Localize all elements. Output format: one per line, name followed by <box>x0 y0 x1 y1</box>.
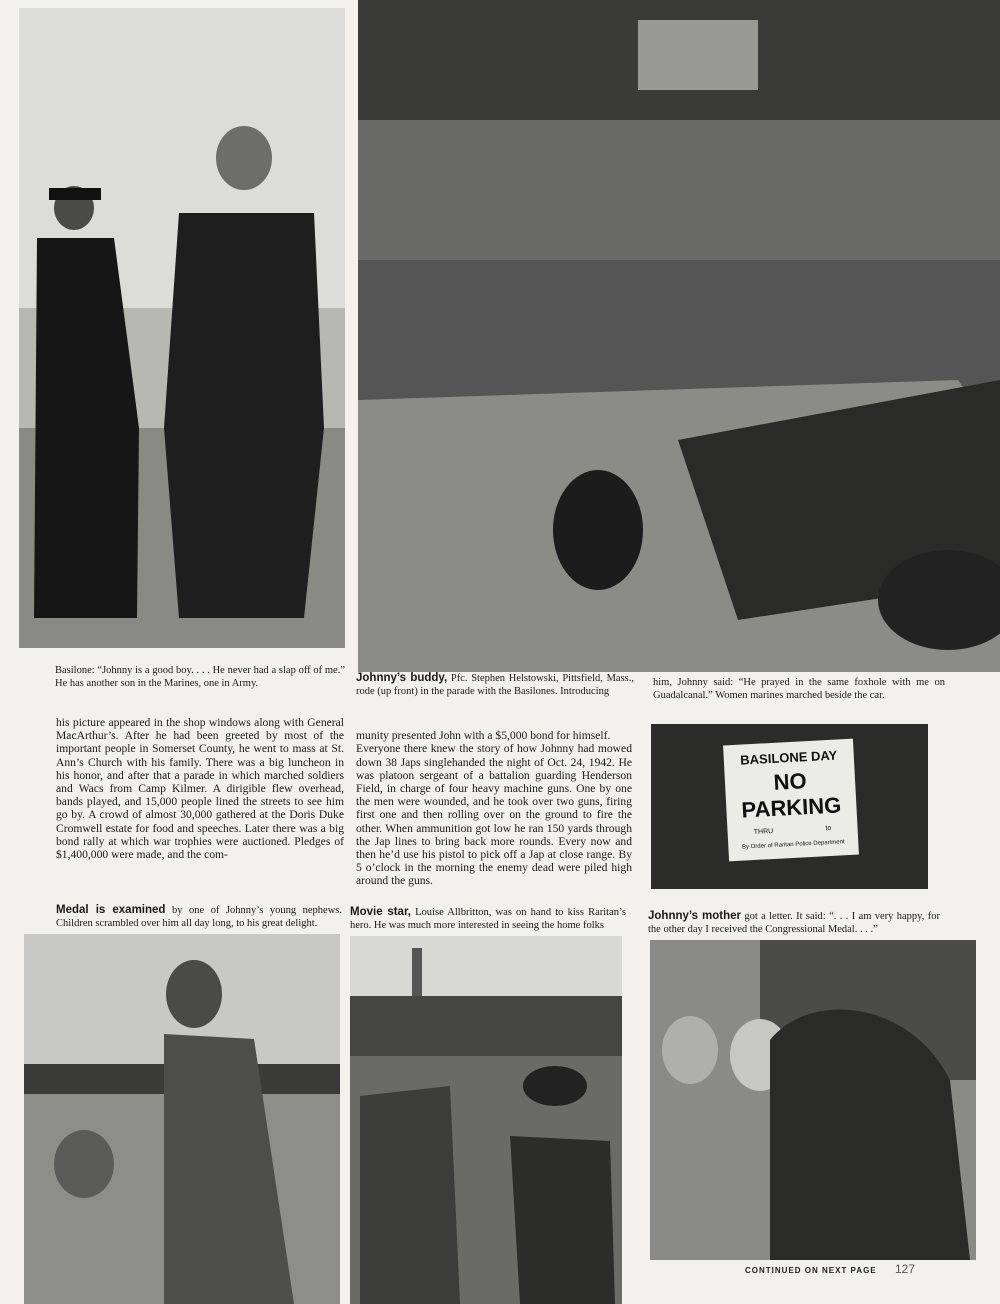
photo-johnny-and-mother <box>650 940 976 1260</box>
continued-on-next-page: CONTINUED ON NEXT PAGE <box>745 1266 877 1275</box>
photo-no-parking-sign <box>651 724 928 889</box>
father-caption-text: Basilone: “Johnny is a good boy. . . . He never had a slap off of me.” He has another son in the Marines, one in Army. <box>55 665 345 689</box>
photo-father-and-priest <box>19 8 345 648</box>
buddy-caption-text: Pfc. Stephen Helstowski, Pittsfield, Mass., rode (up front) in the parade with the Basilones. Introducing <box>356 673 634 697</box>
article-column-2 <box>356 716 632 888</box>
buddy-caption-continued <box>653 676 945 702</box>
mother-caption <box>648 910 940 936</box>
medal-caption <box>56 904 342 930</box>
photo-movie-star <box>350 936 622 1304</box>
buddy-caption-text-continued: him, Johnny said: “He prayed in the same foxhole with me on Guadalcanal.” Women marines marched beside the car. <box>653 677 945 701</box>
sign-line-thru: THRU <box>753 827 774 836</box>
sign-line-no-parking: NO PARKING <box>740 768 842 823</box>
sign-line-order: By Order of Raritan Police Department <box>741 839 845 851</box>
movie-caption-head: Movie star, <box>350 906 411 918</box>
buddy-caption <box>356 672 634 698</box>
article-column-1 <box>56 716 344 861</box>
photo-parade <box>358 0 1000 672</box>
article-column-1-text: his picture appeared in the shop windows along with General MacArthur’s. After he had been greeted by most of the important people in Somerset County, he went to mass at St. Ann’s Church with his family. There was a big luncheon in his honor, and after that a parade in which marched soldiers and Wacs from Camp Kilmer. A dirigible flew overhead, bands played, and 15,000 people lined the streets to see him go by. A crowd of almost 30,000 gathered at the Doris Duke Cromwell estate for food and speeches. Later there was a big bond rally at which war trophies were auctioned. Pledges of $1,400,000 were made, and the com- <box>56 716 344 862</box>
photo-medal-examined <box>24 934 340 1304</box>
page-number: 127 <box>895 1262 916 1276</box>
mother-caption-head: Johnny’s mother <box>648 910 741 922</box>
medal-caption-head: Medal is examined <box>56 904 166 916</box>
sign-line-basilone-day: BASILONE DAY <box>739 747 838 768</box>
father-caption <box>55 664 345 690</box>
mother-caption-text: got a letter. It said: “. . . I am very happy, for the other day I received the Congressional Medal. . . .” <box>648 911 940 935</box>
movie-caption-text: Louise Allbritton, was on hand to kiss Raritan’s hero. He was much more interested in seeing the home folks <box>350 907 626 931</box>
medal-caption-text: by one of Johnny’s young nephews. Children scrambled over him all day long, to his great delight. <box>56 905 342 929</box>
no-parking-sign <box>723 739 859 862</box>
sign-line-to: to <box>825 824 832 833</box>
buddy-caption-head: Johnny’s buddy, <box>356 672 448 684</box>
movie-caption <box>350 906 626 932</box>
article-column-2-text: munity presented John with a $5,000 bond for himself. Everyone there knew the story of how Johnny had mowed down 38 Japs singlehanded the night of Oct. 24, 1942. He was platoon sergeant of a battalion guarding Henderson Field, in charge of four heavy machine guns. One by one the men were wounded, and he took over two guns, firing first one and then rolling over on the ground to fire the other. When ammunition got low he ran 150 yards through the Jap lines to bring back more rounds. Every now and then he’d use his pistol to pick off a Jap at close range. By 5 o’clock in the morning the enemy dead were piled high around the guns. <box>356 729 632 888</box>
